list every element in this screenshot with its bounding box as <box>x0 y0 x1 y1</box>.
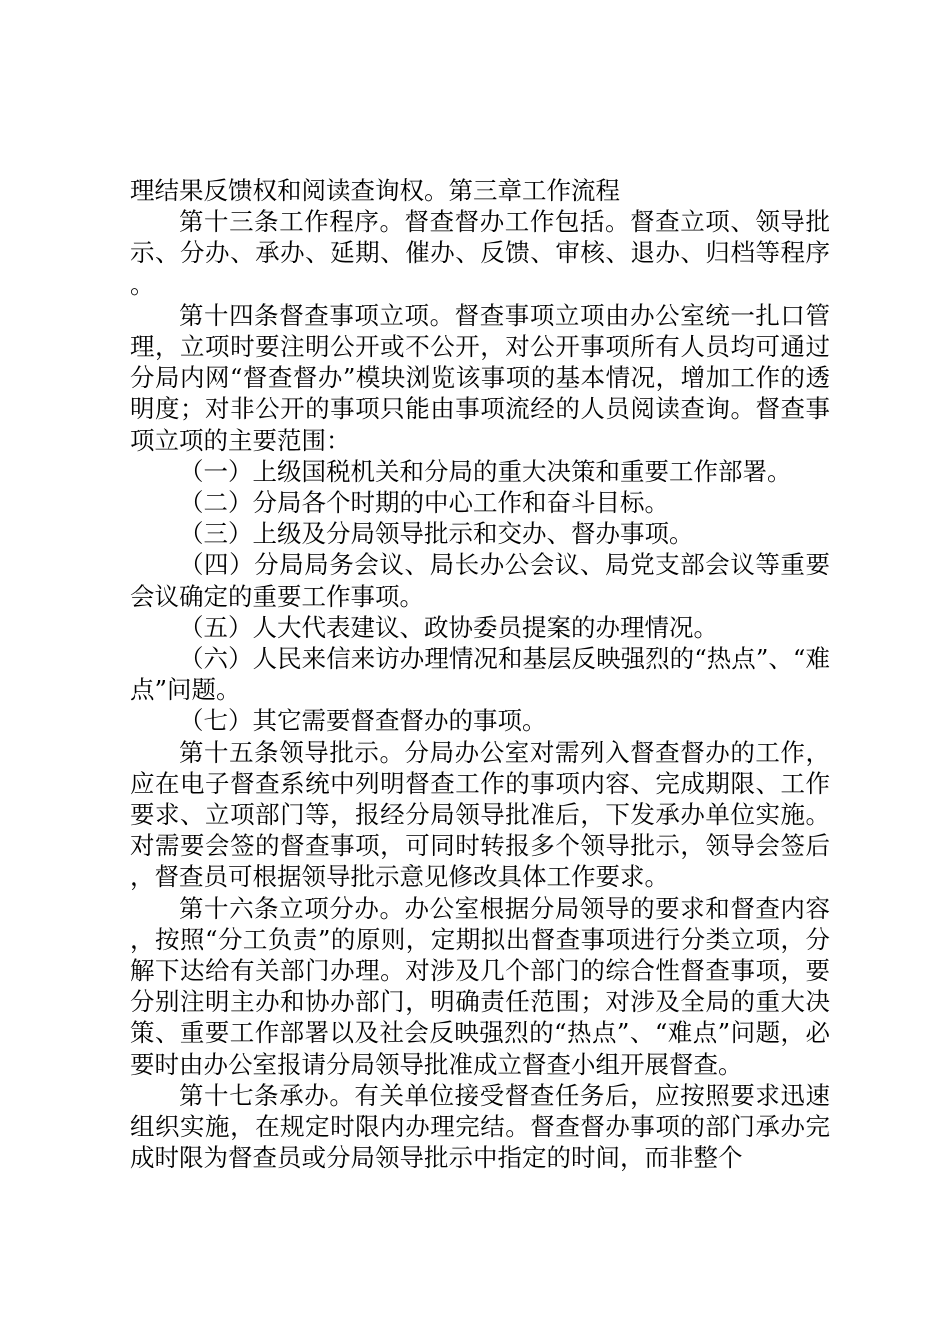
paragraph-article-14: 第十四条督查事项立项。督查事项立项由办公室统一扎口管理，立项时要注明公开或不公开，对公开事项所有人员均可通过分局内网“督查督办”模块浏览该事项的基本情况，增加工作的透明度；对非公开的事项只能由事项流经的人员阅读查询。督查事项立项的主要范围： <box>130 300 830 455</box>
list-item-3: （三）上级及分局领导批示和交办、督办事项。 <box>179 519 694 549</box>
paragraph-article-13: 第十三条工作程序。督查督办工作包括。督查立项、领导批示、分办、承办、延期、催办、反馈、审核、退办、归档等程序。 <box>130 207 830 299</box>
paragraph-chapter-heading: 理结果反馈权和阅读查询权。第三章工作流程 <box>130 176 620 205</box>
paragraph-article-15: 第十五条领导批示。分局办公室对需列入督查督办的工作，应在电子督查系统中列明督查工作的事项内容、完成期限、工作要求、立项部门等，报经分局领导批准后，下发承办单位实施。对需要会签的督查事项，可同时转报多个领导批示，领导会签后，督查员可根据领导批示意见修改具体工作要求。 <box>130 737 830 892</box>
paragraph-article-16: 第十六条立项分办。办公室根据分局领导的要求和督查内容，按照“分工负责”的原则，定期拟出督查事项进行分类立项，分解下达给有关部门办理。对涉及几个部门的综合性督查事项，要分别注明主办和协办部门，明确责任范围；对涉及全局的重大决策、重要工作部署以及社会反映强烈的“热点”、“难点”问题，必要时由办公室报请分局领导批准成立督查小组开展督查。 <box>130 893 830 1079</box>
list-item-5: （五）人大代表建议、政协委员提案的办理情况。 <box>179 612 718 642</box>
list-item-1: （一）上级国税机关和分局的重大决策和重要工作部署。 <box>179 456 792 486</box>
list-item-6: （六）人民来信来访办理情况和基层反映强烈的“热点”、“难点”问题。 <box>130 644 830 705</box>
list-item-2: （二）分局各个时期的中心工作和奋斗目标。 <box>179 488 669 518</box>
list-item-4: （四）分局局务会议、局长办公会议、局党支部会议等重要会议确定的重要工作事项。 <box>130 550 830 611</box>
document-body <box>130 175 830 1174</box>
paragraph-article-17: 第十七条承办。有关单位接受督查任务后，应按照要求迅速组织实施，在规定时限内办理完结。督查督办事项的部门承办完成时限为督查员或分局领导批示中指定的时间，而非整个 <box>130 1080 830 1173</box>
list-item-7: （七）其它需要督查督办的事项。 <box>179 706 547 736</box>
